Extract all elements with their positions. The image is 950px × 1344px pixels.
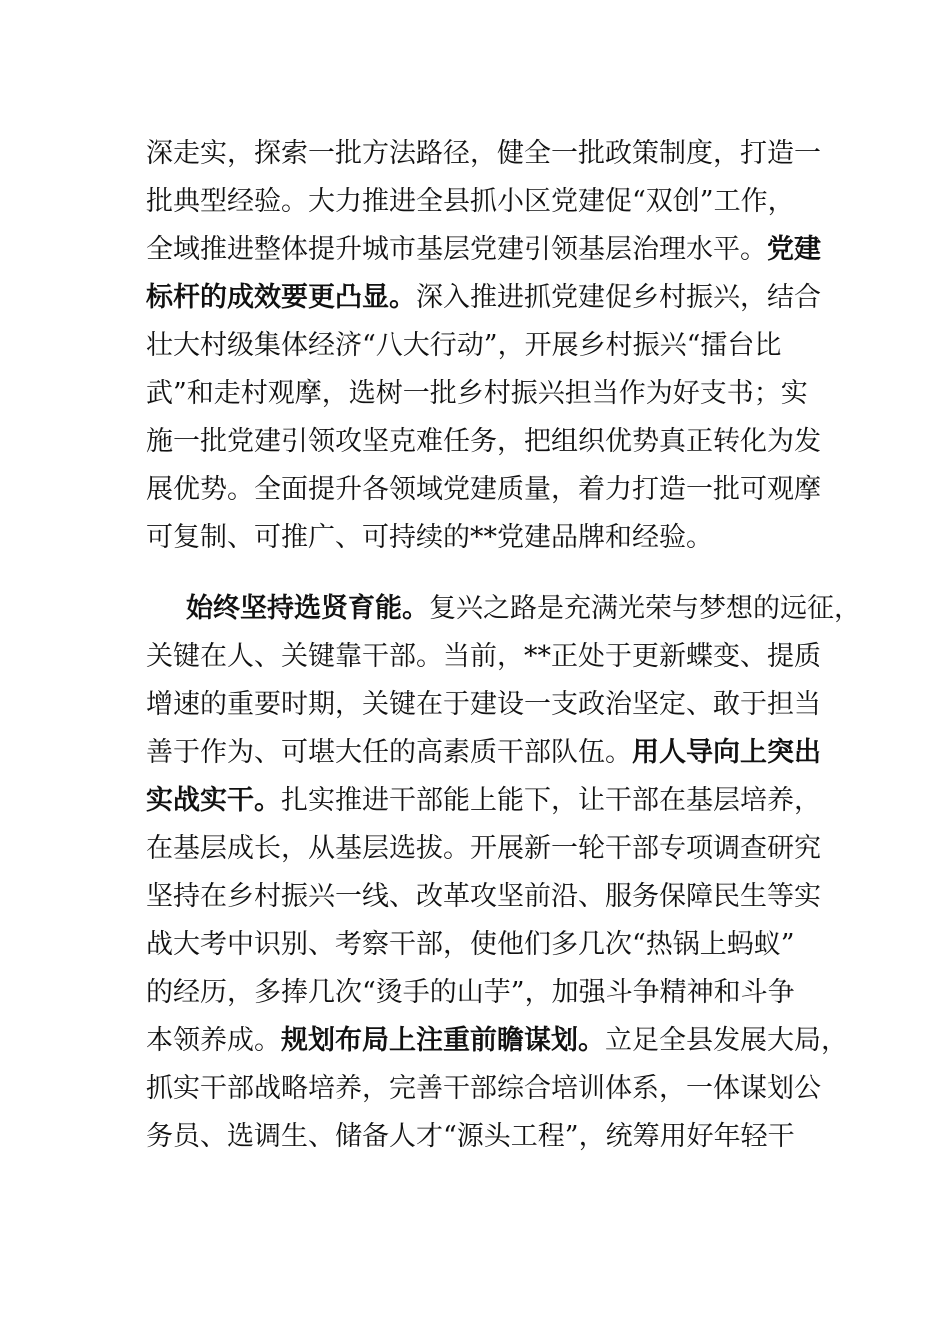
text-line — [146, 873, 821, 921]
text-line — [146, 729, 821, 777]
text-run: 施一批党建引领攻坚克难任务，把组织优势真正转化为发 — [146, 426, 821, 457]
text-line — [146, 466, 821, 514]
text-run: 增速的重要时期，关键在于建设一支政治坚定、敢于担当 — [146, 689, 821, 720]
text-run: 全域推进整体提升城市基层党建引领基层治理水平。 — [146, 234, 767, 265]
text-line — [146, 681, 821, 729]
text-line — [146, 322, 810, 370]
text-line — [146, 274, 821, 322]
bold-heading-run: 党建 — [767, 234, 821, 265]
text-line — [146, 130, 821, 178]
text-line — [146, 825, 821, 873]
bold-heading-run: 用人导向上突出 — [632, 737, 821, 768]
text-run: 本领养成。 — [146, 1025, 281, 1056]
paragraph-party-building — [146, 130, 821, 562]
text-line — [146, 1113, 810, 1161]
text-run: 关键在人、关键靠干部。当前，**正处于更新蝶变、提质 — [146, 641, 821, 672]
text-run: 抓实干部战略培养，完善干部综合培训体系，一体谋划公 — [146, 1073, 821, 1104]
text-line — [146, 633, 821, 681]
text-line — [146, 777, 821, 825]
text-run: 深入推进抓党建促乡村振兴，结合 — [416, 282, 821, 313]
text-run: 立足全县发展大局， — [605, 1025, 848, 1056]
text-run: 善于作为、可堪大任的高素质干部队伍。 — [146, 737, 632, 768]
text-line — [146, 921, 810, 969]
text-line — [146, 370, 810, 418]
text-run: 的经历，多捧几次“烫手的山芋”，加强斗争精神和斗争 — [146, 977, 795, 1008]
text-line — [146, 969, 810, 1017]
text-run: 批典型经验。大力推进全县抓小区党建促“双创”工作， — [146, 186, 795, 217]
text-line — [146, 1065, 821, 1113]
text-run: 战大考中识别、考察干部，使他们多几次“热锅上蚂蚁” — [146, 929, 795, 960]
text-line — [146, 226, 821, 274]
text-run: 可复制、可推广、可持续的**党建品牌和经验。 — [146, 522, 713, 553]
bold-heading-run: 实战实干。 — [146, 785, 281, 816]
text-run: 武”和走村观摩，选树一批乡村振兴担当作为好支书；实 — [146, 378, 808, 409]
text-line — [146, 585, 861, 633]
bold-heading-run: 始终坚持选贤育能。 — [186, 593, 429, 624]
text-line — [146, 1017, 848, 1065]
text-line — [146, 514, 810, 562]
text-line — [146, 178, 810, 226]
text-run: 务员、选调生、储备人才“源头工程”，统筹用好年轻干 — [146, 1121, 795, 1152]
text-run: 扎实推进干部能上能下，让干部在基层培养， — [281, 785, 821, 816]
text-line — [146, 418, 821, 466]
text-run: 展优势。全面提升各领域党建质量，着力打造一批可观摩 — [146, 474, 821, 505]
text-run: 深走实，探索一批方法路径，健全一批政策制度，打造一 — [146, 138, 821, 169]
text-run: 复兴之路是充满光荣与梦想的远征， — [429, 593, 861, 624]
paragraph-select-talent — [146, 585, 861, 1161]
bold-heading-run: 标杆的成效要更凸显。 — [146, 282, 416, 313]
text-run: 在基层成长，从基层选拔。开展新一轮干部专项调查研究 — [146, 833, 821, 864]
text-run: 壮大村级集体经济“八大行动”，开展乡村振兴“擂台比 — [146, 330, 782, 361]
bold-heading-run: 规划布局上注重前瞻谋划。 — [281, 1025, 605, 1056]
text-run: 坚持在乡村振兴一线、改革攻坚前沿、服务保障民生等实 — [146, 881, 821, 912]
